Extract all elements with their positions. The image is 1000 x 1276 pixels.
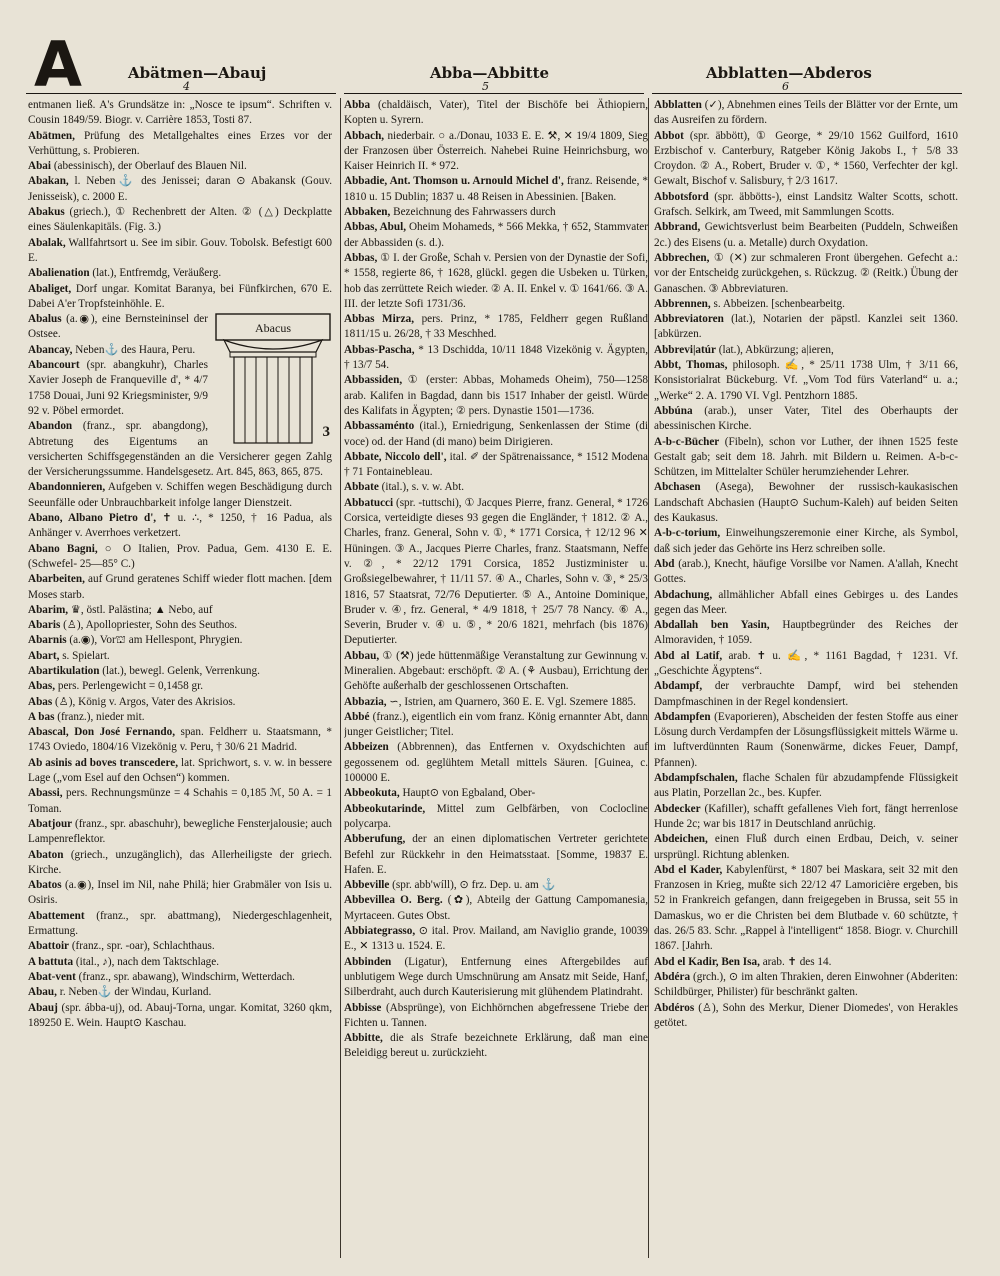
entry-definition: pers. Prinz, * 1785, Feldherr gegen Rußland 1811/15 u. 26/28, † 33 Meschhed. [344, 313, 648, 341]
dictionary-entry [654, 404, 958, 435]
entry-headword: Abdampf, [654, 680, 703, 693]
entry-headword: Abbas, Abul, [344, 221, 407, 234]
entry-headword: Abbach, [344, 129, 385, 142]
entry-definition: ✝ u. ∴, * 1250, † 16 Padua, als Anhänger v. Averrhoes verketzert. [28, 512, 332, 540]
dictionary-entry [344, 205, 648, 220]
entry-definition: (franz.), eigentlich ein vom franz. König ernannter Abt, dann junger Geistlicher; Titel. [344, 710, 648, 739]
entry-headword: Abbas Mirza, [344, 313, 415, 326]
right-running-head: Abblatten—Abderos [706, 64, 872, 82]
dictionary-entry [344, 419, 648, 450]
dictionary-entry [28, 985, 332, 1000]
left-page-number: 4 [183, 80, 190, 93]
entry-definition: (griech.), ① Rechenbrett der Alten. ② (△) Deckplatte eines Säulenkapitäls. (Fig. 3.) [28, 206, 332, 234]
dictionary-entry [654, 557, 958, 588]
entry-definition: (♙), König v. Argos, Vater des Akrisios. [52, 695, 236, 708]
entry-headword: Abdeichen, [654, 833, 708, 846]
entry-definition: (a.◉), eine Bernsteininsel der Ostsee. [28, 313, 208, 341]
dictionary-entry [28, 282, 332, 313]
entry-headword: Abbas, [344, 251, 378, 264]
dictionary-entry [654, 771, 958, 802]
entry-definition: (a.◉), Insel im Nil, nahe Philä; hier Grabmäler von Isis u. Osiris. [28, 879, 332, 907]
entry-headword: Abbé [344, 710, 370, 723]
entry-definition: (franz.), nieder mit. [54, 710, 145, 723]
entry-definition: der verbrauchte Dampf, wird bei stehenden Dampfmaschinen in der Regel kondensiert. [654, 680, 958, 708]
dictionary-entry [28, 695, 332, 710]
entry-definition: s. Abbeizen. [schenbearbeitg. [710, 297, 845, 310]
dictionary-entry [28, 649, 332, 664]
entry-headword: Abbau, [344, 649, 380, 662]
abacus-figure-label: Abacus [255, 321, 291, 336]
dictionary-entry [28, 542, 332, 573]
entry-definition: (franz., spr. -oar), Schlachthaus. [69, 940, 215, 953]
entry-definition: flache Schalen für abzudampfende Flüssigkeit aus Platin, Porzellan 2c., bes. Kupfer. [654, 772, 958, 800]
entry-definition: Wallfahrtsort u. See im sibir. Gouv. Tobolsk. Befestigt 600 E. [28, 236, 332, 264]
entry-headword: Abblatten [654, 99, 702, 111]
entry-definition: die als Strafe bezeichnete Erklärung, daß man eine Beleidigg bereut u. zurückzieht. [344, 1032, 648, 1060]
entry-headword: Abbt, Thomas, [654, 359, 728, 372]
entry-headword: Abbrennen, [654, 297, 711, 310]
entry-definition: (ital., ♪), nach dem Taktschlage. [73, 955, 220, 968]
entry-definition: ∽, Istrien, am Quarnero, 360 E. E. Vgl. Szemere 1885. [386, 695, 636, 708]
entry-headword: Abdampfschalen, [654, 772, 738, 785]
entry-definition: niederbair. ○ a./Donau, 1033 E. E. ⚒, ✕ 19/4 1809, Sieg der Franzosen über Österreich. Nahebei Ruine Heinrichsburg, wo Kaiser Heinrich II. * 972. [344, 129, 648, 173]
entry-headword: A-b-c-Bücher [654, 435, 720, 448]
entry-headword: Abbevillea O. Berg. [344, 894, 443, 907]
entry-headword: Abbeville [344, 879, 390, 892]
entry-definition: (grch.), ⊙ im alten Thrakien, deren Einwohner (Abderiten: Schildbürger, Philister) für beschränkt galten. [654, 970, 958, 999]
entry-headword: Abbazia, [344, 695, 387, 708]
entry-definition: Mittel zum Gelbfärben, von Coclocline polycarpa. [344, 802, 648, 830]
dictionary-entry [28, 98, 332, 129]
dictionary-entry [344, 786, 648, 801]
entry-headword: Abba [344, 99, 371, 111]
entry-definition: entmanen ließ. A's Grundsätze in: „Nosce te ipsum“. Schriften v. Cousin 1849/59. Biogr. v. Carrière 1853, Tosti 87. [28, 99, 332, 127]
dictionary-entry [28, 205, 332, 236]
dictionary-entry [344, 893, 648, 924]
entry-headword: Abaton [28, 848, 64, 861]
entry-headword: Abancay, [28, 343, 73, 356]
entry-definition: (abessinisch), der Oberlauf des Blauen Nil. [51, 160, 247, 173]
dictionary-entry [654, 618, 958, 649]
entry-definition: ① (✕) zur schmaleren Front übergehen. Gefecht a.: vor der Entscheidg zurückgehen, s. Rückzug. ② (Reitk.) Übung der Ganaschen. ③ Abbreviaturen. [654, 251, 958, 295]
dictionary-entry [28, 511, 332, 542]
entry-definition: Dorf ungar. Komitat Baranya, bei Fünfkirchen, 670 E. Dabei A'er Tropfsteinhöhle. E. [28, 282, 332, 310]
entry-headword: Abbiategrasso, [344, 925, 416, 938]
entry-headword: Abdecker [654, 802, 701, 815]
dictionary-entry [344, 878, 648, 893]
dictionary-entry [28, 939, 332, 954]
entry-headword: Abalienation [28, 267, 90, 280]
dictionary-entry [28, 159, 332, 174]
dictionary-entry [654, 679, 958, 710]
entry-headword: Abbate, Niccolo dell', [344, 450, 447, 463]
left-column [28, 98, 332, 1258]
entry-headword: Abbaken, [344, 206, 391, 219]
right-column-entries [654, 98, 958, 1031]
entry-definition: (griech., unzugänglich), das Allerheiligste der griech. Kirche. [28, 848, 332, 876]
entry-definition: Bezeichnung des Fahrwassers durch [390, 206, 556, 219]
dictionary-entry [344, 955, 648, 1001]
entry-headword: Abaliget, [28, 282, 72, 295]
entry-headword: Abattoir [28, 940, 70, 953]
entry-definition: Hauptbegründer des Reiches der Almoraviden, † 1059. [654, 619, 958, 647]
dictionary-entry [344, 832, 648, 878]
entry-headword: Abascal, Don José Fernando, [28, 726, 175, 739]
entry-definition: (spr. äbbötts-), einst Landsitz Walter Scotts, schott. Grafsch. Selkirk, am Tweed, mit Sammlungen Scotts. [654, 190, 958, 219]
entry-definition: Oheim Mohameds, * 566 Mekka, † 652, Stammvater der Abbassiden (s. d.). [344, 221, 648, 249]
entry-definition: lat. Sprichwort, s. v. w. in bessere Lage („vom Esel auf den Ochsen“) kommen. [28, 756, 332, 785]
column-divider-left [340, 98, 341, 1258]
dictionary-entry [654, 649, 958, 680]
dictionary-entry [654, 129, 958, 190]
entry-definition: (Fibeln), schon vor Luther, der ihnen 1525 feste Gestalt gab; seit dem 18. Jahrh. mit Bildern u. Reimen. A-b-c-Schützen, im Mittelalter Schüler herumziehender Lehrer. [654, 435, 958, 479]
right-header-rule [652, 93, 962, 94]
entry-headword: Abd [654, 557, 675, 570]
entry-definition: (♙), Apollopriester, Sohn des Seuthos. [60, 619, 238, 632]
entry-definition: einen Fluß durch einen Erdbau, Deich, v. seiner ursprüngl. Richtung ablenken. [654, 833, 958, 861]
entry-definition: (franz., spr. abattmang), Niedergeschlagenheit, Ermattung. [28, 909, 332, 938]
entry-definition: (spr. -tuttschi), ① Jacques Pierre, franz. General, * 1726 Corsica, verteidigte dieses 93 gegen die Engländer, † 1812. ② A., Charles, franz. General, Sohn v. ①, * 1771 Corsica, † 12/12 96 ✕ Hüningen. ③ A., Jacques Pierre Charles, franz. Staatsmann, Neffe v. ②, * 22/12 1791 Corsica, 1852 Justizminister u. Großsiegelbewahrer, † 11/11 57. ④ A., Charles, Sohn v. ③, * 25/3 1816, 57 Staatsrat, 72/76 Deputierter. ⑤ A., Antoine Dominique, Bruder v. ④, frz. General, * 4/9 1818, † 25/7 78 Nancy. ⑥ A., Severin, Bruder v. ④ u. ⑤, * 20/6 1821, mehrfach (bis 1876) Deputierter. [344, 496, 648, 647]
dictionary-entry [344, 480, 648, 495]
entry-headword: Abbitte, [344, 1032, 383, 1045]
entry-definition: s. Spielart. [59, 649, 110, 662]
entry-definition: philosoph. ✍, * 25/11 1738 Ulm, † 3/11 66, Konsistorialrat Bückeburg. Vf. „Vom Tod fürs Vaterland“ u. a.; „Werke“ 2. A. 1790 VI. Vgl. Pentzhorn 1885. [654, 359, 958, 402]
entry-headword: Abchasen [654, 481, 701, 494]
entry-headword: Abalak, [28, 236, 66, 249]
dictionary-entry [28, 266, 332, 281]
entry-headword: Abbreviatoren [654, 313, 724, 326]
dictionary-entry [28, 236, 332, 267]
dictionary-entry [344, 695, 648, 710]
entry-headword: Abancourt [28, 359, 80, 372]
dictionary-entry [344, 496, 648, 649]
dictionary-entry [28, 603, 332, 618]
entry-headword: Abbadie, Ant. Thomson u. Arnould Michel d', [344, 175, 564, 188]
dictionary-entry [344, 802, 648, 833]
entry-definition: (franz., spr. abaschuhr), bewegliche Fensterjalousie; auch Lampenreflektor. [28, 817, 332, 846]
entry-definition: der an einen diplomatischen Vertreter gerichtete Befehl zur Rückkehr in den Heimatsstaat. [Somme, 19837 E. Hafen. E. [344, 833, 648, 876]
entry-definition: (ital.), s. v. w. Abt. [378, 481, 465, 494]
dictionary-entry [654, 343, 958, 358]
entry-definition: Einweihungszeremonie einer Kirche, als Symbol, daß sich jeder das Gehörte ins Herz schreiben solle. [654, 527, 958, 555]
entry-headword: Abätmen, [28, 129, 75, 142]
dictionary-entry [654, 435, 958, 481]
dictionary-entry [344, 649, 648, 695]
dictionary-entry [28, 970, 332, 985]
entry-headword: A bas [28, 710, 55, 723]
dictionary-entry [344, 740, 648, 786]
right-page-number: 6 [782, 80, 789, 93]
entry-definition: (lat.), Abkürzung; a|ieren, [715, 343, 834, 356]
entry-headword: Abarbeiten, [28, 573, 85, 586]
entry-definition: (Abbrennen), das Entfernen v. Oxydschichten auf gegossenem od. geglühtem Metall mittels Säuren. [Guinea, c. 100000 E. [344, 741, 648, 785]
entry-definition: Aufgeben v. Schiffen wegen Beschädigung durch Seeunfälle oder Unbrauchbarkeit infolge langer Dienstzeit. [28, 481, 332, 509]
dictionary-entry [654, 863, 958, 955]
column-divider-right [648, 98, 649, 1258]
center-page-number: 5 [482, 80, 489, 93]
entry-headword: Abdampfen [654, 710, 711, 723]
entry-headword: Abakus [28, 206, 65, 219]
entry-headword: Abart, [28, 649, 60, 662]
entry-definition: auf Grund geratenes Schiff wieder flott machen. [dem Moses starb. [28, 573, 332, 601]
entry-definition: (chaldäisch, Vater), Titel der Bischöfe bei Äthiopiern, Kopten u. Syrern. [344, 99, 648, 127]
entry-definition: (lat.), Entfremdg, Veräußerg. [89, 267, 222, 280]
entry-definition: pers. Perlengewicht = 0,1458 gr. [55, 680, 204, 693]
entry-definition: ital. ✐ der Spätrenaissance, * 1512 Modena † 71 Fontainebleau. [344, 450, 648, 479]
entry-headword: Abattement [28, 909, 85, 922]
entry-definition: (♙), Sohn des Merkur, Diener Diomedes', von Herakles getötet. [654, 1001, 958, 1029]
center-column-entries [344, 98, 648, 1062]
entry-headword: Abatos [28, 879, 62, 892]
entry-headword: Abai [28, 160, 52, 173]
entry-definition: (lat.), Notarien der päpstl. Kanzlei seit 1360. [abkürzen. [654, 313, 958, 341]
entry-headword: Abbeokuta, [344, 787, 400, 800]
entry-definition: (ital.), Erniedrigung, Senkenlassen der Stime (di voce) od. der Hand (di mano) beim Dirigieren. [344, 420, 648, 448]
entry-headword: Abauj [28, 1001, 58, 1014]
dictionary-entry [654, 312, 958, 343]
entry-definition: (spr. abb'wíll), ⊙ frz. Dep. u. am ⚓ [389, 879, 556, 892]
entry-definition: (Asega), Bewohner der russisch-kaukasischen Landschaft Abchasien (Haupt⊙ Suchum-Kaleh) auf beiden Seiten des Kaukasus. [654, 481, 958, 525]
entry-headword: A battuta [28, 955, 74, 968]
entry-definition: (spr. ábba-uj), od. Abauj-Torna, ungar. Komitat, 3260 qkm, 189250 E. Wein. Haupt⊙ Kaschau. [28, 1001, 332, 1029]
left-running-head: Abätmen—Abauj [128, 64, 267, 82]
entry-definition: arab. ✝ des 14. [759, 955, 832, 968]
entry-headword: Abbrevi|atúr [654, 343, 716, 356]
entry-headword: Abdéra [654, 970, 691, 983]
dictionary-entry [654, 480, 958, 526]
entry-definition: ⊙ ital. Prov. Mailand, am Naviglio grande, 10039 E., ✕ 1313 u. 1524. E. [344, 925, 648, 953]
left-column-top-entries [28, 98, 332, 312]
entry-headword: Abbassiden, [344, 374, 403, 387]
entry-headword: A-b-c-torium, [654, 527, 721, 540]
entry-definition: (Evaporieren), Abscheiden der festen Stoffe aus einer Lösung durch Verdampfen der Lösungsflüssigkeit mittels Wärme u. im luftverdünnten Raum (Sonenwärme, dickes Feuer, Dampf, Pfannen). [654, 710, 958, 769]
entry-headword: Abau, [28, 986, 57, 999]
entry-headword: Abandonnieren, [28, 481, 106, 494]
entry-headword: Abas, [28, 680, 56, 693]
entry-headword: Abatjour [28, 817, 73, 830]
entry-definition: ① (erster: Abbas, Mohameds Oheim), 750—1258 arab. Kalifen in Bagdad, dann bis 1517 Inhaber der geistl. Würde des Kalifats in Ägypten; ② pers. Dynastie 1501—1736. [344, 374, 648, 417]
dictionary-entry [28, 679, 332, 694]
entry-definition: ○ O Italien, Prov. Padua, Gem. 4130 E. E. (Schwefel- 25—85° C.) [28, 542, 332, 570]
dictionary-entry [28, 129, 332, 160]
dictionary-entry [28, 572, 332, 603]
entry-definition: (franz., spr. abawang), Windschirm, Wetterdach. [75, 970, 295, 983]
entry-definition: Neben⚓ des Haura, Peru. [72, 343, 196, 356]
entry-definition: l. Neben⚓ des Jenissei; daran ⊙ Abakansk (Gouv. Jenisseisk), c. 2000 E. [28, 175, 332, 203]
entry-headword: Abbas-Pascha, [344, 343, 415, 356]
entry-definition: Haupt⊙ von Egbaland, Ober- [399, 787, 536, 800]
entry-headword: Abd el Kader, [654, 863, 723, 876]
center-column [344, 98, 648, 1258]
entry-headword: Abbeokutarinde, [344, 802, 426, 815]
figure-number: 3 [322, 423, 330, 440]
entry-headword: Abarim, [28, 603, 69, 616]
entry-headword: Abarnis [28, 634, 67, 647]
right-column [654, 98, 958, 1258]
dictionary-entry [344, 373, 648, 419]
dictionary-entry [654, 358, 958, 404]
dictionary-entry [28, 1001, 332, 1032]
entry-definition: pers. Rechnungsmünze = 4 Schahis = 0,185 ℳ, 50 A. = 1 Toman. [28, 787, 332, 815]
dictionary-entry [28, 848, 332, 879]
entry-definition: ① I. der Große, Schah v. Persien von der Dynastie der Sofi, * 1558, regierte 86, † 1628, glückl. gegen die Usbeken u. Türken, hob das zerrüttete Reich wieder. ② A. II. Enkel v. ① 1641/66. ③ A. III. der letzte Sofi 1731/36. [344, 251, 648, 310]
dictionary-entry [654, 588, 958, 619]
dictionary-entry [28, 633, 332, 648]
section-letter: A [34, 28, 82, 101]
entry-definition: * 13 Dschidda, 10/11 1848 Vizekönig v. Ägypten, † 13/7 54. [344, 343, 648, 372]
entry-definition: arab. ✝ u. ✍, * 1161 Bagdad, † 1231. Vf. „Geschichte Ägyptens“. [654, 649, 958, 677]
entry-definition: (spr. abangkuhr), Charles Xavier Joseph de Franqueville d', * 4/7 1758 Douai, Juni 92 Kriegsminister, 9/9 92 v. Pöbel ermordet. [28, 359, 208, 417]
entry-definition: span. Feldherr u. Staatsmann, * 1743 Oviedo, 1804/16 Vizekönig v. Peru, † 30/6 21 Madrid. [28, 726, 332, 754]
dictionary-entry [344, 98, 648, 129]
dictionary-entry [344, 1031, 648, 1062]
dictionary-entry [654, 710, 958, 771]
dictionary-entry [654, 1001, 958, 1032]
dictionary-entry [28, 710, 332, 725]
dictionary-entry [28, 618, 332, 633]
abacus-figure [214, 312, 332, 444]
dictionary-entry [28, 174, 332, 205]
entry-definition: (arab.), unser Vater, Titel des Oberhaupts der abessinischen Kirche. [654, 404, 958, 433]
entry-definition: (✓), Abnehmen eines Teils der Blätter vor der Ernte, um das Ausreifen zu fördern. [654, 99, 958, 127]
entry-headword: Abas [28, 695, 53, 708]
center-running-head: Abba—Abbitte [430, 64, 550, 82]
entry-headword: Abano, Albano Pietro d', [28, 512, 157, 525]
entry-headword: Abbrand, [654, 221, 701, 234]
dictionary-entry [344, 450, 648, 481]
entry-definition: allmählicher Abfall eines Gebirges u. des Landes gegen das Meer. [654, 588, 958, 616]
dictionary-entry [344, 174, 648, 205]
dictionary-entry [654, 970, 958, 1001]
dictionary-entry [28, 786, 332, 817]
entry-headword: Ab asinis ad boves transcedere, [28, 756, 179, 769]
entry-headword: Abano Bagni, [28, 542, 98, 555]
dictionary-entry [28, 878, 332, 909]
entry-headword: Abbrechen, [654, 251, 710, 264]
dictionary-entry [654, 190, 958, 221]
entry-definition: Prüfung des Metallgehaltes eines Erzes vor der Verhüttung, s. Probieren. [28, 129, 332, 157]
entry-definition: (arab.), Knecht, häufige Vorsilbe vor Namen. A'allah, Knecht Gottes. [654, 557, 958, 586]
entry-definition: (Ligatur), Entfernung eines Aftergebildes auf unblutigem Wege durch Umschnürung am Ansatz mit Seide, Hanf, Silberdraht, auch durch Kauterisierung mit glühendem Platindraht. [344, 955, 648, 999]
entry-headword: Abbisse [344, 1001, 382, 1014]
entry-definition: ① (⚒) jede hüttenmäßige Veranstaltung zur Gewinnung v. Mineralien. Abgebaut: erschöpft. ② A. (⚘ Ausbau), Errichtung der Gehöfte außerhalb der geschlossenen Ortschaften. [344, 649, 648, 693]
dictionary-entry [344, 220, 648, 251]
center-header-rule [344, 93, 644, 94]
entry-headword: Abbatucci [344, 496, 394, 509]
dictionary-entry [344, 924, 648, 955]
dictionary-entry [28, 955, 332, 970]
dictionary-entry [344, 1001, 648, 1032]
dictionary-entry [28, 725, 332, 756]
entry-headword: Abbinden [344, 955, 392, 968]
dictionary-entry [344, 251, 648, 312]
entry-headword: Abbeizen [344, 741, 389, 754]
entry-definition: ♛, östl. Palästina; ▲ Nebo, auf [68, 603, 213, 616]
entry-headword: Abdéros [654, 1001, 695, 1014]
dictionary-entry [28, 756, 332, 787]
dictionary-entry [654, 832, 958, 863]
entry-definition: (a.◉), Vor⛫ am Hellespont, Phrygien. [66, 634, 243, 647]
dictionary-entry [344, 129, 648, 175]
entry-definition: (Absprünge), von Eichhörnchen abgefressene Triebe der Fichten u. Tannen. [344, 1001, 648, 1029]
dictionary-entry [28, 664, 332, 679]
entry-headword: Abartikulation [28, 664, 100, 677]
entry-definition: (lat.), bewegl. Gelenk, Verrenkung. [99, 664, 260, 677]
entry-definition: Gewichtsverlust beim Bearbeiten (Puddeln, Schweißen 2c.) des Eisens (u. a. Metalle) durch Oxydation. [654, 221, 958, 249]
entry-headword: Abd al Latif, [654, 649, 723, 662]
entry-headword: Abbot [654, 129, 684, 142]
dictionary-entry [654, 251, 958, 297]
entry-headword: Abat-vent [28, 970, 76, 983]
entry-definition: (Kafiller), schafft gefallenes Vieh fort, fängt herrenlose Hunde 2c; war bis 1817 in Deutschland anrüchig. [654, 802, 958, 830]
entry-headword: Abd el Kadir, Ben Isa, [654, 955, 760, 968]
entry-definition: (✿), Abteilg der Gattung Campomanesia, Myrtaceen. Gutes Obst. [344, 894, 648, 922]
dictionary-entry [28, 480, 332, 511]
dictionary-entry [28, 909, 332, 940]
entry-headword: Abakan, [28, 175, 69, 188]
dictionary-entry [654, 297, 958, 312]
entry-definition: Kabylenfürst, * 1807 bei Maskara, seit 32 mit den Franzosen in Krieg, mußte sich 22/12 47 Lamoricière ergeben, bis 52 in Frankreich gefangen, dann freigegeben in Brussa, seit 55 in Damaskus, wo er die Christen bei dem Blutbade v. 60 schützte, † das. 26/5 83. Schr. „Rappel à l'intelligent“ 1858. Biogr. v. Churchill 1867. [Jahrh. [654, 863, 958, 953]
entry-headword: Abbúna [654, 404, 693, 417]
dictionary-entry [654, 955, 958, 970]
dictionary-entry [654, 98, 958, 129]
dictionary-entry [344, 710, 648, 741]
entry-definition: r. Neben⚓ der Windau, Kurland. [56, 986, 212, 999]
dictionary-entry [344, 343, 648, 374]
left-header-rule [26, 93, 336, 94]
entry-headword: Abdachung, [654, 588, 713, 601]
entry-headword: Abberufung, [344, 833, 406, 846]
dictionary-entry [654, 220, 958, 251]
dictionary-entry [654, 526, 958, 557]
entry-headword: Abalus [28, 313, 62, 326]
entry-headword: Abandon [28, 420, 73, 433]
entry-definition: franz. Reisende, * 1810 u. 15 Dublin; 1837 u. 48 Reisen in Abessinien. [Baken. [344, 175, 648, 203]
dictionary-entry [654, 802, 958, 833]
entry-definition: (spr. äbbött), ① George, * 29/10 1562 Guilford, 1610 Erzbischof v. Canterbury, Ratgeber König Jakobs I., † 5/8 33 Croydon. ② A., Robert, Bruder v. ①, * 1560, Verfechter der kgl. Gewalt, Bischof v. Salisbury, † 2/3 1617. [654, 129, 958, 188]
dictionary-entry [344, 312, 648, 343]
entry-definition: (franz., spr. abangdong), Abtretung des Eigentums an versicherten Schiffsgegenständen an die Versicherer gegen Zahlg der Versicherungssumme. Handelsgesetz. Art. 845, 863, 865, 875. [28, 420, 332, 479]
entry-headword: Abdallah ben Yasin, [654, 619, 770, 632]
entry-headword: Abbassaménto [344, 420, 415, 433]
entry-headword: Abbate [344, 481, 379, 494]
entry-headword: Abaris [28, 619, 61, 632]
dictionary-entry [28, 817, 332, 848]
entry-headword: Abbotsford [654, 190, 709, 203]
entry-headword: Abassi, [28, 787, 63, 800]
